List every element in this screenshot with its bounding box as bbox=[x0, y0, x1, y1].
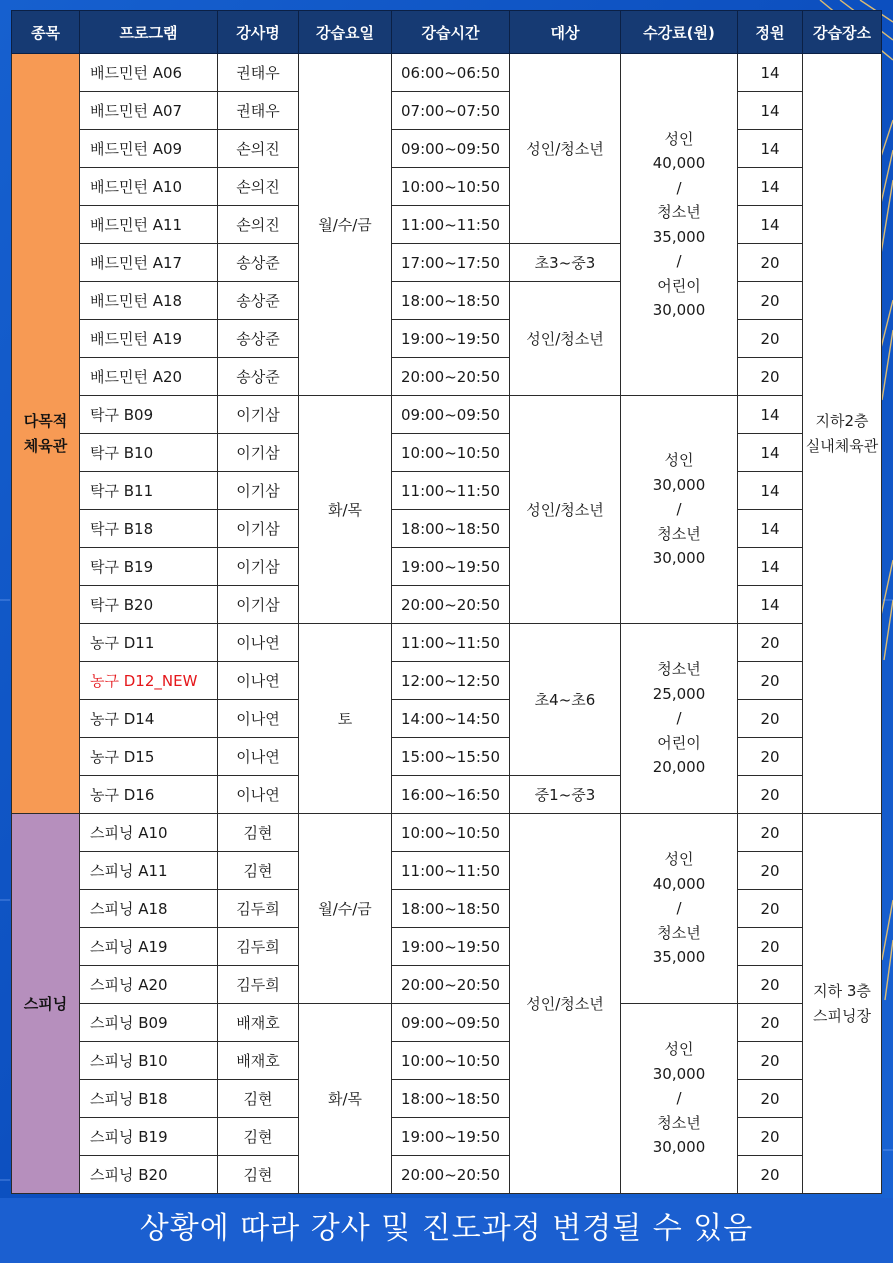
time-cell: 16:00~16:50 bbox=[392, 776, 510, 814]
program-cell: 배드민턴 A18 bbox=[80, 282, 218, 320]
target-cell: 성인/청소년 bbox=[510, 282, 621, 396]
time-cell: 18:00~18:50 bbox=[392, 282, 510, 320]
time-cell: 19:00~19:50 bbox=[392, 1118, 510, 1156]
time-cell: 11:00~11:50 bbox=[392, 206, 510, 244]
table-row bbox=[12, 1118, 882, 1156]
program-cell: 스피닝 A11 bbox=[80, 852, 218, 890]
instructor-cell: 손의진 bbox=[218, 206, 299, 244]
capacity-cell: 14 bbox=[738, 206, 803, 244]
time-cell: 14:00~14:50 bbox=[392, 700, 510, 738]
time-cell: 09:00~09:50 bbox=[392, 1004, 510, 1042]
category-spinning: 스피닝 bbox=[12, 814, 80, 1194]
instructor-cell: 김현 bbox=[218, 852, 299, 890]
instructor-cell: 이기삼 bbox=[218, 510, 299, 548]
location-spinning: 지하 3층 스피닝장 bbox=[803, 814, 882, 1194]
days-tabletennis: 화/목 bbox=[299, 396, 392, 624]
program-cell: 탁구 B18 bbox=[80, 510, 218, 548]
schedule-table bbox=[11, 10, 882, 1194]
instructor-cell: 이나연 bbox=[218, 662, 299, 700]
instructor-cell: 송상준 bbox=[218, 358, 299, 396]
instructor-cell: 김두희 bbox=[218, 966, 299, 1004]
table-row bbox=[12, 320, 882, 358]
program-cell: 배드민턴 A07 bbox=[80, 92, 218, 130]
program-cell: 배드민턴 A19 bbox=[80, 320, 218, 358]
time-cell: 10:00~10:50 bbox=[392, 1042, 510, 1080]
target-cell: 성인/청소년 bbox=[510, 396, 621, 624]
table-row bbox=[12, 814, 882, 852]
instructor-cell: 권태우 bbox=[218, 54, 299, 92]
time-cell: 06:00~06:50 bbox=[392, 54, 510, 92]
instructor-cell: 권태우 bbox=[218, 92, 299, 130]
table-row bbox=[12, 852, 882, 890]
time-cell: 18:00~18:50 bbox=[392, 890, 510, 928]
capacity-cell: 20 bbox=[738, 1004, 803, 1042]
target-cell: 성인/청소년 bbox=[510, 54, 621, 244]
header-target: 대상 bbox=[510, 11, 621, 54]
fee-tabletennis: 성인 30,000 / 청소년 30,000 bbox=[621, 396, 738, 624]
table-row bbox=[12, 586, 882, 624]
capacity-cell: 14 bbox=[738, 54, 803, 92]
fee-spin-b: 성인 30,000 / 청소년 30,000 bbox=[621, 1004, 738, 1194]
time-cell: 09:00~09:50 bbox=[392, 396, 510, 434]
program-cell: 배드민턴 A09 bbox=[80, 130, 218, 168]
target-cell: 성인/청소년 bbox=[510, 814, 621, 1194]
time-cell: 20:00~20:50 bbox=[392, 1156, 510, 1194]
program-cell: 탁구 B20 bbox=[80, 586, 218, 624]
time-cell: 20:00~20:50 bbox=[392, 586, 510, 624]
capacity-cell: 20 bbox=[738, 814, 803, 852]
instructor-cell: 김현 bbox=[218, 1080, 299, 1118]
header-row bbox=[12, 11, 882, 54]
time-cell: 11:00~11:50 bbox=[392, 472, 510, 510]
instructor-cell: 이나연 bbox=[218, 624, 299, 662]
program-cell: 배드민턴 A06 bbox=[80, 54, 218, 92]
table-row bbox=[12, 54, 882, 92]
table-row bbox=[12, 928, 882, 966]
program-cell: 농구 D11 bbox=[80, 624, 218, 662]
capacity-cell: 20 bbox=[738, 1118, 803, 1156]
time-cell: 18:00~18:50 bbox=[392, 510, 510, 548]
table-row bbox=[12, 1080, 882, 1118]
capacity-cell: 14 bbox=[738, 130, 803, 168]
instructor-cell: 송상준 bbox=[218, 320, 299, 358]
capacity-cell: 20 bbox=[738, 1080, 803, 1118]
target-cell: 초4~초6 bbox=[510, 624, 621, 776]
capacity-cell: 20 bbox=[738, 1042, 803, 1080]
capacity-cell: 20 bbox=[738, 624, 803, 662]
capacity-cell: 20 bbox=[738, 776, 803, 814]
capacity-cell: 14 bbox=[738, 510, 803, 548]
program-cell: 스피닝 B18 bbox=[80, 1080, 218, 1118]
days-basketball: 토 bbox=[299, 624, 392, 814]
time-cell: 20:00~20:50 bbox=[392, 358, 510, 396]
instructor-cell: 김현 bbox=[218, 1118, 299, 1156]
capacity-cell: 20 bbox=[738, 244, 803, 282]
instructor-cell: 김두희 bbox=[218, 928, 299, 966]
program-cell: 스피닝 A18 bbox=[80, 890, 218, 928]
time-cell: 10:00~10:50 bbox=[392, 434, 510, 472]
instructor-cell: 이기삼 bbox=[218, 472, 299, 510]
table-row bbox=[12, 1004, 882, 1042]
capacity-cell: 20 bbox=[738, 358, 803, 396]
header-category: 종목 bbox=[12, 11, 80, 54]
fee-badminton: 성인 40,000 / 청소년 35,000 / 어린이 30,000 bbox=[621, 54, 738, 396]
instructor-cell: 김현 bbox=[218, 1156, 299, 1194]
program-cell: 탁구 B19 bbox=[80, 548, 218, 586]
header-location: 강습장소 bbox=[803, 11, 882, 54]
program-cell: 탁구 B11 bbox=[80, 472, 218, 510]
program-cell: 농구 D15 bbox=[80, 738, 218, 776]
table-row bbox=[12, 1042, 882, 1080]
header-instructor: 강사명 bbox=[218, 11, 299, 54]
time-cell: 15:00~15:50 bbox=[392, 738, 510, 776]
fee-basketball: 청소년 25,000 / 어린이 20,000 bbox=[621, 624, 738, 814]
instructor-cell: 김두희 bbox=[218, 890, 299, 928]
table-row bbox=[12, 472, 882, 510]
capacity-cell: 20 bbox=[738, 852, 803, 890]
capacity-cell: 14 bbox=[738, 168, 803, 206]
instructor-cell: 송상준 bbox=[218, 282, 299, 320]
footer-notice: 상황에 따라 강사 및 진도과정 변경될 수 있음 bbox=[0, 1198, 893, 1263]
capacity-cell: 20 bbox=[738, 966, 803, 1004]
capacity-cell: 20 bbox=[738, 282, 803, 320]
time-cell: 10:00~10:50 bbox=[392, 168, 510, 206]
table-row bbox=[12, 700, 882, 738]
capacity-cell: 14 bbox=[738, 396, 803, 434]
instructor-cell: 이나연 bbox=[218, 776, 299, 814]
time-cell: 19:00~19:50 bbox=[392, 928, 510, 966]
header-capacity: 정원 bbox=[738, 11, 803, 54]
header-time: 강습시간 bbox=[392, 11, 510, 54]
instructor-cell: 손의진 bbox=[218, 168, 299, 206]
instructor-cell: 김현 bbox=[218, 814, 299, 852]
instructor-cell: 송상준 bbox=[218, 244, 299, 282]
capacity-cell: 14 bbox=[738, 472, 803, 510]
days-badminton: 월/수/금 bbox=[299, 54, 392, 396]
time-cell: 17:00~17:50 bbox=[392, 244, 510, 282]
capacity-cell: 20 bbox=[738, 662, 803, 700]
days-spin-a: 월/수/금 bbox=[299, 814, 392, 1004]
program-cell: 스피닝 B20 bbox=[80, 1156, 218, 1194]
instructor-cell: 이기삼 bbox=[218, 586, 299, 624]
table-row bbox=[12, 548, 882, 586]
time-cell: 18:00~18:50 bbox=[392, 1080, 510, 1118]
program-cell: 스피닝 A19 bbox=[80, 928, 218, 966]
capacity-cell: 20 bbox=[738, 928, 803, 966]
capacity-cell: 14 bbox=[738, 548, 803, 586]
program-cell: 농구 D16 bbox=[80, 776, 218, 814]
time-cell: 09:00~09:50 bbox=[392, 130, 510, 168]
days-spin-b: 화/목 bbox=[299, 1004, 392, 1194]
program-cell: 스피닝 A20 bbox=[80, 966, 218, 1004]
location-multi-gym: 지하2층 실내체육관 bbox=[803, 54, 882, 814]
instructor-cell: 이나연 bbox=[218, 738, 299, 776]
program-cell: 스피닝 A10 bbox=[80, 814, 218, 852]
instructor-cell: 이기삼 bbox=[218, 548, 299, 586]
table-row bbox=[12, 396, 882, 434]
capacity-cell: 14 bbox=[738, 586, 803, 624]
time-cell: 10:00~10:50 bbox=[392, 814, 510, 852]
header-program: 프로그램 bbox=[80, 11, 218, 54]
table-row bbox=[12, 282, 882, 320]
table-row bbox=[12, 738, 882, 776]
capacity-cell: 20 bbox=[738, 890, 803, 928]
instructor-cell: 손의진 bbox=[218, 130, 299, 168]
table-row bbox=[12, 244, 882, 282]
table-row bbox=[12, 130, 882, 168]
table-row bbox=[12, 206, 882, 244]
table-row bbox=[12, 92, 882, 130]
table-row bbox=[12, 776, 882, 814]
capacity-cell: 20 bbox=[738, 320, 803, 358]
time-cell: 11:00~11:50 bbox=[392, 624, 510, 662]
program-cell: 배드민턴 A17 bbox=[80, 244, 218, 282]
table-row bbox=[12, 510, 882, 548]
header-fee: 수강료(원) bbox=[621, 11, 738, 54]
instructor-cell: 이기삼 bbox=[218, 434, 299, 472]
program-cell: 농구 D14 bbox=[80, 700, 218, 738]
table-row bbox=[12, 358, 882, 396]
instructor-cell: 이기삼 bbox=[218, 396, 299, 434]
time-cell: 19:00~19:50 bbox=[392, 320, 510, 358]
program-cell: 탁구 B10 bbox=[80, 434, 218, 472]
instructor-cell: 이나연 bbox=[218, 700, 299, 738]
table-row bbox=[12, 1156, 882, 1194]
category-multi-gym: 다목적 체육관 bbox=[12, 54, 80, 814]
program-cell: 스피닝 B10 bbox=[80, 1042, 218, 1080]
time-cell: 11:00~11:50 bbox=[392, 852, 510, 890]
table-row bbox=[12, 434, 882, 472]
schedule-table-wrapper bbox=[11, 10, 881, 1194]
program-cell: 스피닝 B19 bbox=[80, 1118, 218, 1156]
program-cell: 스피닝 B09 bbox=[80, 1004, 218, 1042]
capacity-cell: 20 bbox=[738, 1156, 803, 1194]
table-row bbox=[12, 890, 882, 928]
program-cell-new: 농구 D12_NEW bbox=[80, 662, 218, 700]
program-cell: 탁구 B09 bbox=[80, 396, 218, 434]
header-days: 강습요일 bbox=[299, 11, 392, 54]
table-row bbox=[12, 624, 882, 662]
fee-spin-a: 성인 40,000 / 청소년 35,000 bbox=[621, 814, 738, 1004]
time-cell: 19:00~19:50 bbox=[392, 548, 510, 586]
time-cell: 20:00~20:50 bbox=[392, 966, 510, 1004]
capacity-cell: 20 bbox=[738, 700, 803, 738]
program-cell: 배드민턴 A10 bbox=[80, 168, 218, 206]
target-cell: 초3~중3 bbox=[510, 244, 621, 282]
program-cell: 배드민턴 A11 bbox=[80, 206, 218, 244]
capacity-cell: 20 bbox=[738, 738, 803, 776]
capacity-cell: 14 bbox=[738, 434, 803, 472]
instructor-cell: 배재호 bbox=[218, 1004, 299, 1042]
table-row bbox=[12, 966, 882, 1004]
capacity-cell: 14 bbox=[738, 92, 803, 130]
target-cell: 중1~중3 bbox=[510, 776, 621, 814]
program-cell: 배드민턴 A20 bbox=[80, 358, 218, 396]
instructor-cell: 배재호 bbox=[218, 1042, 299, 1080]
time-cell: 12:00~12:50 bbox=[392, 662, 510, 700]
table-row bbox=[12, 168, 882, 206]
table-row bbox=[12, 662, 882, 700]
time-cell: 07:00~07:50 bbox=[392, 92, 510, 130]
